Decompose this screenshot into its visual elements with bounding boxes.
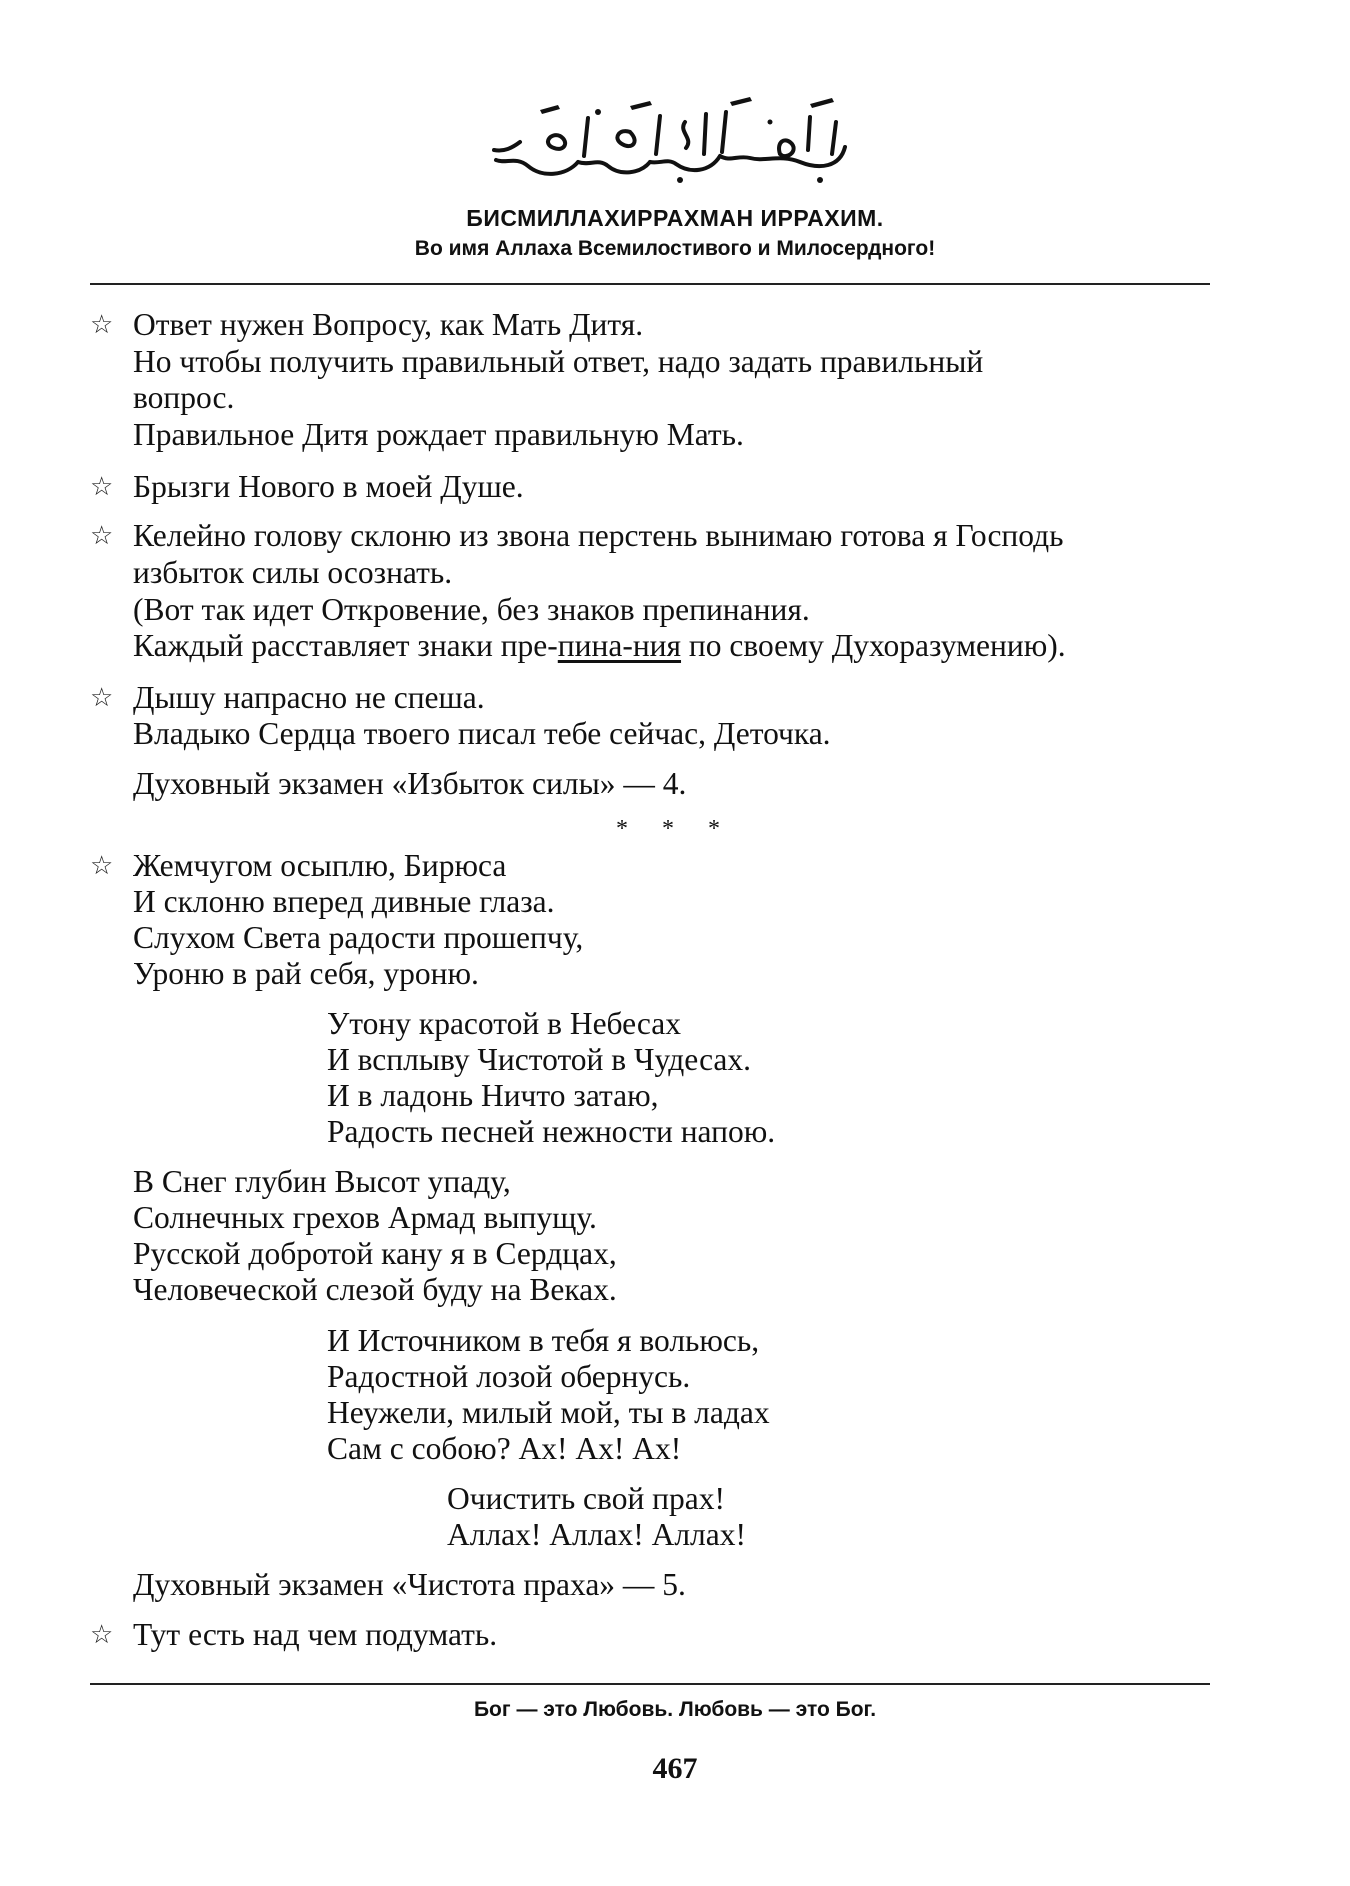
underlined-word: пина-ния	[557, 628, 682, 663]
text-segment: Каждый расставляет знаки пре-	[133, 628, 558, 663]
star-outline-icon: ☆	[90, 683, 114, 712]
star-outline-icon: ☆	[90, 851, 114, 880]
text-segment: по своему Духоразумению).	[681, 628, 1066, 663]
footer-divider	[90, 1683, 1210, 1685]
section-separator: * * *	[616, 816, 734, 842]
text-line: Владыко Сердца твоего писал тебе сейчас, Деточка.	[133, 716, 831, 751]
poem-line: Уроню в рай себя, уроню.	[133, 956, 479, 991]
poem-line: Русской добротой кану я в Сердцах,	[133, 1236, 617, 1271]
poem-line: Жемчугом осыплю, Бирюса	[133, 848, 507, 883]
page-number: 467	[652, 1752, 698, 1785]
header-subtitle: Во имя Аллаха Всемилостивого и Милосердного!	[414, 237, 936, 260]
header-title: БИСМИЛЛАХИРРАХМАН ИРРАХИМ.	[466, 205, 884, 231]
star-outline-icon: ☆	[90, 472, 114, 501]
exam-line: Духовный экзамен «Чистота праха» — 5.	[133, 1567, 686, 1602]
text-line: Но чтобы получить правильный ответ, надо задать правильный	[133, 344, 984, 379]
poem-line: Человеческой слезой буду на Веках.	[133, 1272, 617, 1307]
text-line: Дышу напрасно не спеша.	[133, 680, 485, 715]
text-line: вопрос.	[133, 380, 235, 415]
poem-line: Сам с собою? Ах! Ах! Ах!	[327, 1431, 682, 1466]
text-line: Тут есть над чем подумать.	[133, 1617, 498, 1652]
footer-motto: Бог — это Любовь. Любовь — это Бог.	[473, 1698, 877, 1721]
poem-line: Радостной лозой обернусь.	[327, 1359, 691, 1394]
poem-line: И в ладонь Ничто затаю,	[327, 1078, 659, 1113]
header-divider	[90, 283, 1210, 285]
exam-line: Духовный экзамен «Избыток силы» — 4.	[133, 766, 687, 801]
poem-line: В Снег глубин Высот упаду,	[133, 1164, 511, 1199]
star-outline-icon: ☆	[90, 521, 114, 550]
poem-line: Слухом Света радости прошепчу,	[133, 920, 584, 955]
star-outline-icon: ☆	[90, 1620, 114, 1649]
poem-line: Очистить свой прах!	[447, 1481, 726, 1516]
text-line: Келейно голову склоню из звона перстень вынимаю готова я Господь	[133, 518, 1064, 553]
poem-line: Утону красотой в Небесах	[327, 1006, 682, 1041]
poem-line: И Источником в тебя я вольюсь,	[327, 1323, 760, 1358]
poem-line: Радость песней нежности напою.	[327, 1114, 776, 1149]
text-line: избыток силы осознать.	[133, 555, 453, 590]
text-line: Брызги Нового в моей Душе.	[133, 469, 524, 504]
poem-line: И склоню вперед дивные глаза.	[133, 884, 555, 919]
poem-line: Солнечных грехов Армад выпущу.	[133, 1200, 597, 1235]
poem-line: Неужели, милый мой, ты в ладах	[327, 1395, 770, 1430]
text-line: (Вот так идет Откровение, без знаков препинания.	[133, 592, 810, 627]
poem-line: И всплыву Чистотой в Чудесах.	[327, 1042, 752, 1077]
poem-line: Аллах! Аллах! Аллах!	[447, 1517, 746, 1552]
text-line: Правильное Дитя рождает правильную Мать.	[133, 417, 744, 452]
text-line: Ответ нужен Вопросу, как Мать Дитя.	[133, 307, 644, 342]
text-line	[133, 628, 1066, 664]
bismillah-calligraphy	[480, 92, 860, 187]
star-outline-icon: ☆	[90, 310, 114, 339]
